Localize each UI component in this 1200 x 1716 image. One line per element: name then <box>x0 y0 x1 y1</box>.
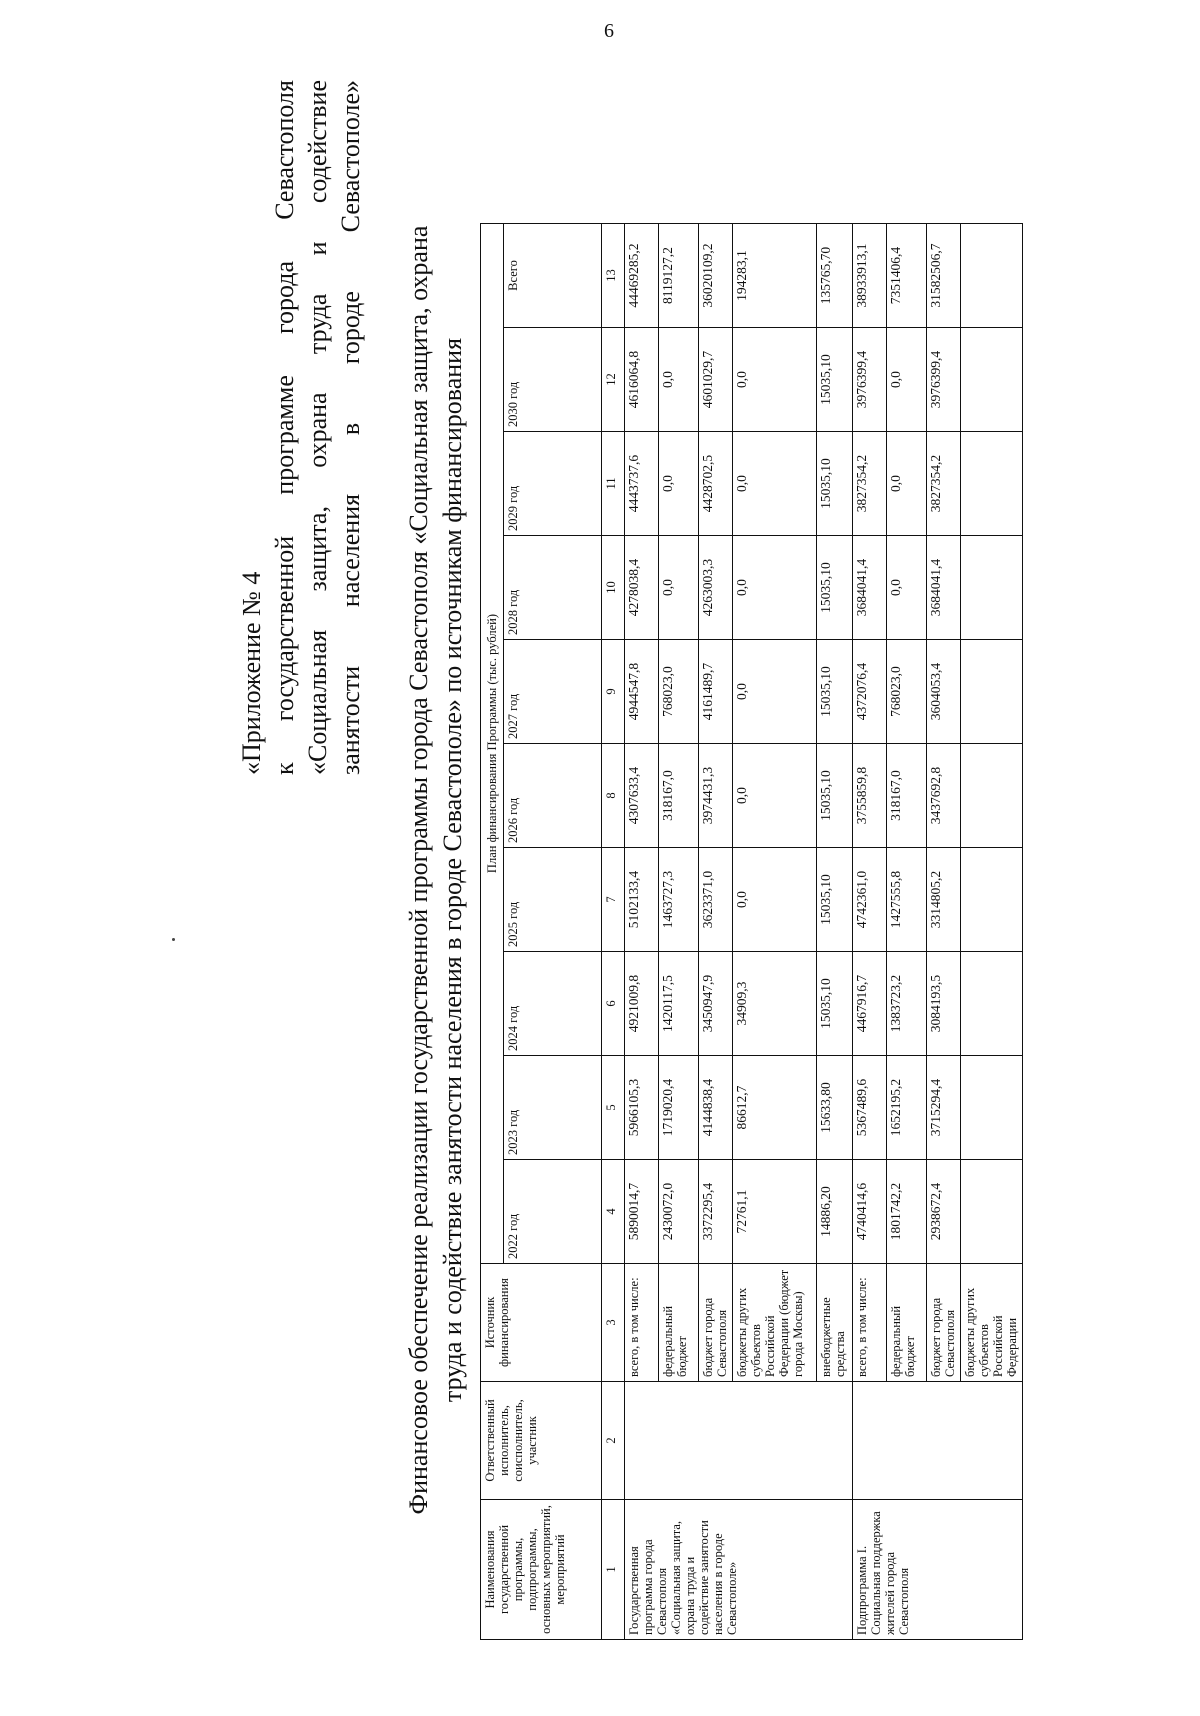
value-cell: 1652195,2 <box>887 1056 927 1160</box>
value-cell: 4443737,6 <box>625 432 659 536</box>
value-cell: 1420117,5 <box>659 952 699 1056</box>
value-cell: 0,0 <box>733 536 817 640</box>
column-number: 2 <box>602 1382 625 1500</box>
source-cell: федеральный бюджет <box>659 1264 699 1382</box>
value-cell: 318167,0 <box>659 744 699 848</box>
source-cell: бюджеты других субъектов Российской Федерации (бюджет города Москвы) <box>733 1264 817 1382</box>
header-plan: План финансирования Программы (тыс. рублей) <box>481 224 504 1264</box>
source-cell: бюджет города Севастополя <box>927 1264 961 1382</box>
value-cell: 72761,1 <box>733 1160 817 1264</box>
value-cell: 4263003,3 <box>699 536 733 640</box>
value-cell <box>961 328 1023 432</box>
appendix-line-1: «Приложение № 4 <box>237 571 266 775</box>
value-cell: 15633,80 <box>817 1056 853 1160</box>
program-name-cell: Подпрограмма I. Социальная поддержка жителей города Севастополя <box>853 1500 1023 1640</box>
value-cell: 5367489,6 <box>853 1056 887 1160</box>
header-year-2026: 2026 год <box>504 744 602 848</box>
column-numbers-row <box>602 224 625 1640</box>
value-cell <box>961 432 1023 536</box>
value-cell: 5102133,4 <box>625 848 659 952</box>
header-year-2023: 2023 год <box>504 1056 602 1160</box>
value-cell <box>961 536 1023 640</box>
value-cell <box>961 848 1023 952</box>
value-cell: 15035,10 <box>817 744 853 848</box>
value-cell: 0,0 <box>733 328 817 432</box>
value-cell: 0,0 <box>659 328 699 432</box>
value-cell: 0,0 <box>659 536 699 640</box>
value-cell: 15035,10 <box>817 536 853 640</box>
value-cell: 318167,0 <box>887 744 927 848</box>
header-year-2030: 2030 год <box>504 328 602 432</box>
value-cell: 3623371,0 <box>699 848 733 952</box>
appendix-line-4: занятости населения в городе Севастополе» <box>336 80 365 775</box>
value-cell: 4616064,8 <box>625 328 659 432</box>
source-cell: всего, в том числе: <box>853 1264 887 1382</box>
value-cell: 4372076,4 <box>853 640 887 744</box>
column-number: 5 <box>602 1056 625 1160</box>
value-cell: 1719020,4 <box>659 1056 699 1160</box>
appendix-caption <box>235 80 367 775</box>
value-cell: 4944547,8 <box>625 640 659 744</box>
header-year-2025: 2025 год <box>504 848 602 952</box>
value-cell: 1801742,2 <box>887 1160 927 1264</box>
table-row <box>853 224 887 1640</box>
value-cell: 135765,70 <box>817 224 853 328</box>
value-cell: 3715294,4 <box>927 1056 961 1160</box>
value-cell: 768023,0 <box>659 640 699 744</box>
page-number: 6 <box>604 20 614 42</box>
column-number: 4 <box>602 1160 625 1264</box>
column-number: 7 <box>602 848 625 952</box>
value-cell: 31582506,7 <box>927 224 961 328</box>
header-year-2024: 2024 год <box>504 952 602 1056</box>
value-cell: 3976399,4 <box>927 328 961 432</box>
value-cell: 4740414,6 <box>853 1160 887 1264</box>
source-cell: всего, в том числе: <box>625 1264 659 1382</box>
value-cell: 86612,7 <box>733 1056 817 1160</box>
value-cell <box>961 640 1023 744</box>
value-cell: 4278038,4 <box>625 536 659 640</box>
column-number: 11 <box>602 432 625 536</box>
header-row-1 <box>481 224 504 1640</box>
value-cell: 3755859,8 <box>853 744 887 848</box>
value-cell: 4921009,8 <box>625 952 659 1056</box>
column-number: 8 <box>602 744 625 848</box>
value-cell: 3827354,2 <box>853 432 887 536</box>
value-cell: 15035,10 <box>817 328 853 432</box>
value-cell: 44469285,2 <box>625 224 659 328</box>
column-number: 6 <box>602 952 625 1056</box>
value-cell: 3827354,2 <box>927 432 961 536</box>
column-number: 1 <box>602 1500 625 1640</box>
executor-cell <box>625 1382 853 1500</box>
value-cell: 5966105,3 <box>625 1056 659 1160</box>
value-cell: 8119127,2 <box>659 224 699 328</box>
value-cell: 15035,10 <box>817 952 853 1056</box>
header-total: Всего <box>504 224 602 328</box>
source-cell: бюджет города Севастополя <box>699 1264 733 1382</box>
value-cell <box>961 744 1023 848</box>
value-cell: 0,0 <box>733 432 817 536</box>
value-cell: 194283,1 <box>733 224 817 328</box>
value-cell: 1383723,2 <box>887 952 927 1056</box>
column-number: 3 <box>602 1264 625 1382</box>
header-year-2029: 2029 год <box>504 432 602 536</box>
value-cell: 768023,0 <box>887 640 927 744</box>
value-cell: 36020109,2 <box>699 224 733 328</box>
value-cell: 5890014,7 <box>625 1160 659 1264</box>
column-number: 9 <box>602 640 625 744</box>
value-cell: 3684041,4 <box>927 536 961 640</box>
column-number: 12 <box>602 328 625 432</box>
value-cell: 3084193,5 <box>927 952 961 1056</box>
value-cell: 3604053,4 <box>927 640 961 744</box>
document-title-line-1: Финансовое обеспечение реализации государственной программы города Севастополя «Социальная защита, охрана <box>404 225 433 1515</box>
value-cell: 2430072,0 <box>659 1160 699 1264</box>
value-cell: 4742361,0 <box>853 848 887 952</box>
appendix-line-2: к государственной программе города Севастополя <box>270 80 299 775</box>
value-cell: 15035,10 <box>817 848 853 952</box>
program-name-cell: Государственная программа города Севастополя «Социальная защита, охрана труда и содействие занятости населения в городе Севастополе» <box>625 1500 853 1640</box>
value-cell: 14886,20 <box>817 1160 853 1264</box>
value-cell: 4161489,7 <box>699 640 733 744</box>
value-cell <box>961 952 1023 1056</box>
value-cell: 3314805,2 <box>927 848 961 952</box>
value-cell: 38933913,1 <box>853 224 887 328</box>
header-year-2028: 2028 год <box>504 536 602 640</box>
document-title <box>402 90 470 1650</box>
value-cell: 4428702,5 <box>699 432 733 536</box>
value-cell: 0,0 <box>887 536 927 640</box>
value-cell <box>961 1160 1023 1264</box>
value-cell: 0,0 <box>733 640 817 744</box>
header-year-2022: 2022 год <box>504 1160 602 1264</box>
value-cell: 0,0 <box>659 432 699 536</box>
source-cell: федеральный бюджет <box>887 1264 927 1382</box>
value-cell: 0,0 <box>887 328 927 432</box>
rotated-sheet <box>30 40 1160 1680</box>
value-cell: 15035,10 <box>817 432 853 536</box>
value-cell: 0,0 <box>887 432 927 536</box>
value-cell: 4307633,4 <box>625 744 659 848</box>
appendix-line-3: «Социальная защита, охрана труда и содействие <box>303 80 332 775</box>
executor-cell <box>853 1382 1023 1500</box>
financing-table <box>480 223 1023 1640</box>
value-cell: 3974431,3 <box>699 744 733 848</box>
header-source: Источник финансирования <box>481 1264 602 1382</box>
value-cell: 3437692,8 <box>927 744 961 848</box>
header-executor: Ответственный исполнитель, соисполнитель, участник <box>481 1382 602 1500</box>
value-cell: 15035,10 <box>817 640 853 744</box>
source-cell: бюджеты других субъектов Российской Федерации <box>961 1264 1023 1382</box>
value-cell: 3372295,4 <box>699 1160 733 1264</box>
value-cell: 2938672,4 <box>927 1160 961 1264</box>
value-cell: 7351406,4 <box>887 224 927 328</box>
column-number: 10 <box>602 536 625 640</box>
value-cell: 1463727,3 <box>659 848 699 952</box>
column-number: 13 <box>602 224 625 328</box>
value-cell <box>961 1056 1023 1160</box>
value-cell: 34909,3 <box>733 952 817 1056</box>
value-cell: 0,0 <box>733 848 817 952</box>
financing-table-body <box>625 224 1023 1640</box>
value-cell: 1427555,8 <box>887 848 927 952</box>
table-row <box>625 224 659 1640</box>
value-cell: 3684041,4 <box>853 536 887 640</box>
header-year-2027: 2027 год <box>504 640 602 744</box>
value-cell: 3976399,4 <box>853 328 887 432</box>
value-cell <box>961 224 1023 328</box>
document-title-line-2: труда и содействие занятости населения в городе Севастополе» по источникам финансирования <box>438 337 467 1403</box>
source-cell: внебюджетные средства <box>817 1264 853 1382</box>
header-name: Наименования государственной программы, подпрограммы, основных мероприятий, мероприятий <box>481 1500 602 1640</box>
value-cell: 4467916,7 <box>853 952 887 1056</box>
value-cell: 4601029,7 <box>699 328 733 432</box>
value-cell: 3450947,9 <box>699 952 733 1056</box>
value-cell: 0,0 <box>733 744 817 848</box>
value-cell: 4144838,4 <box>699 1056 733 1160</box>
